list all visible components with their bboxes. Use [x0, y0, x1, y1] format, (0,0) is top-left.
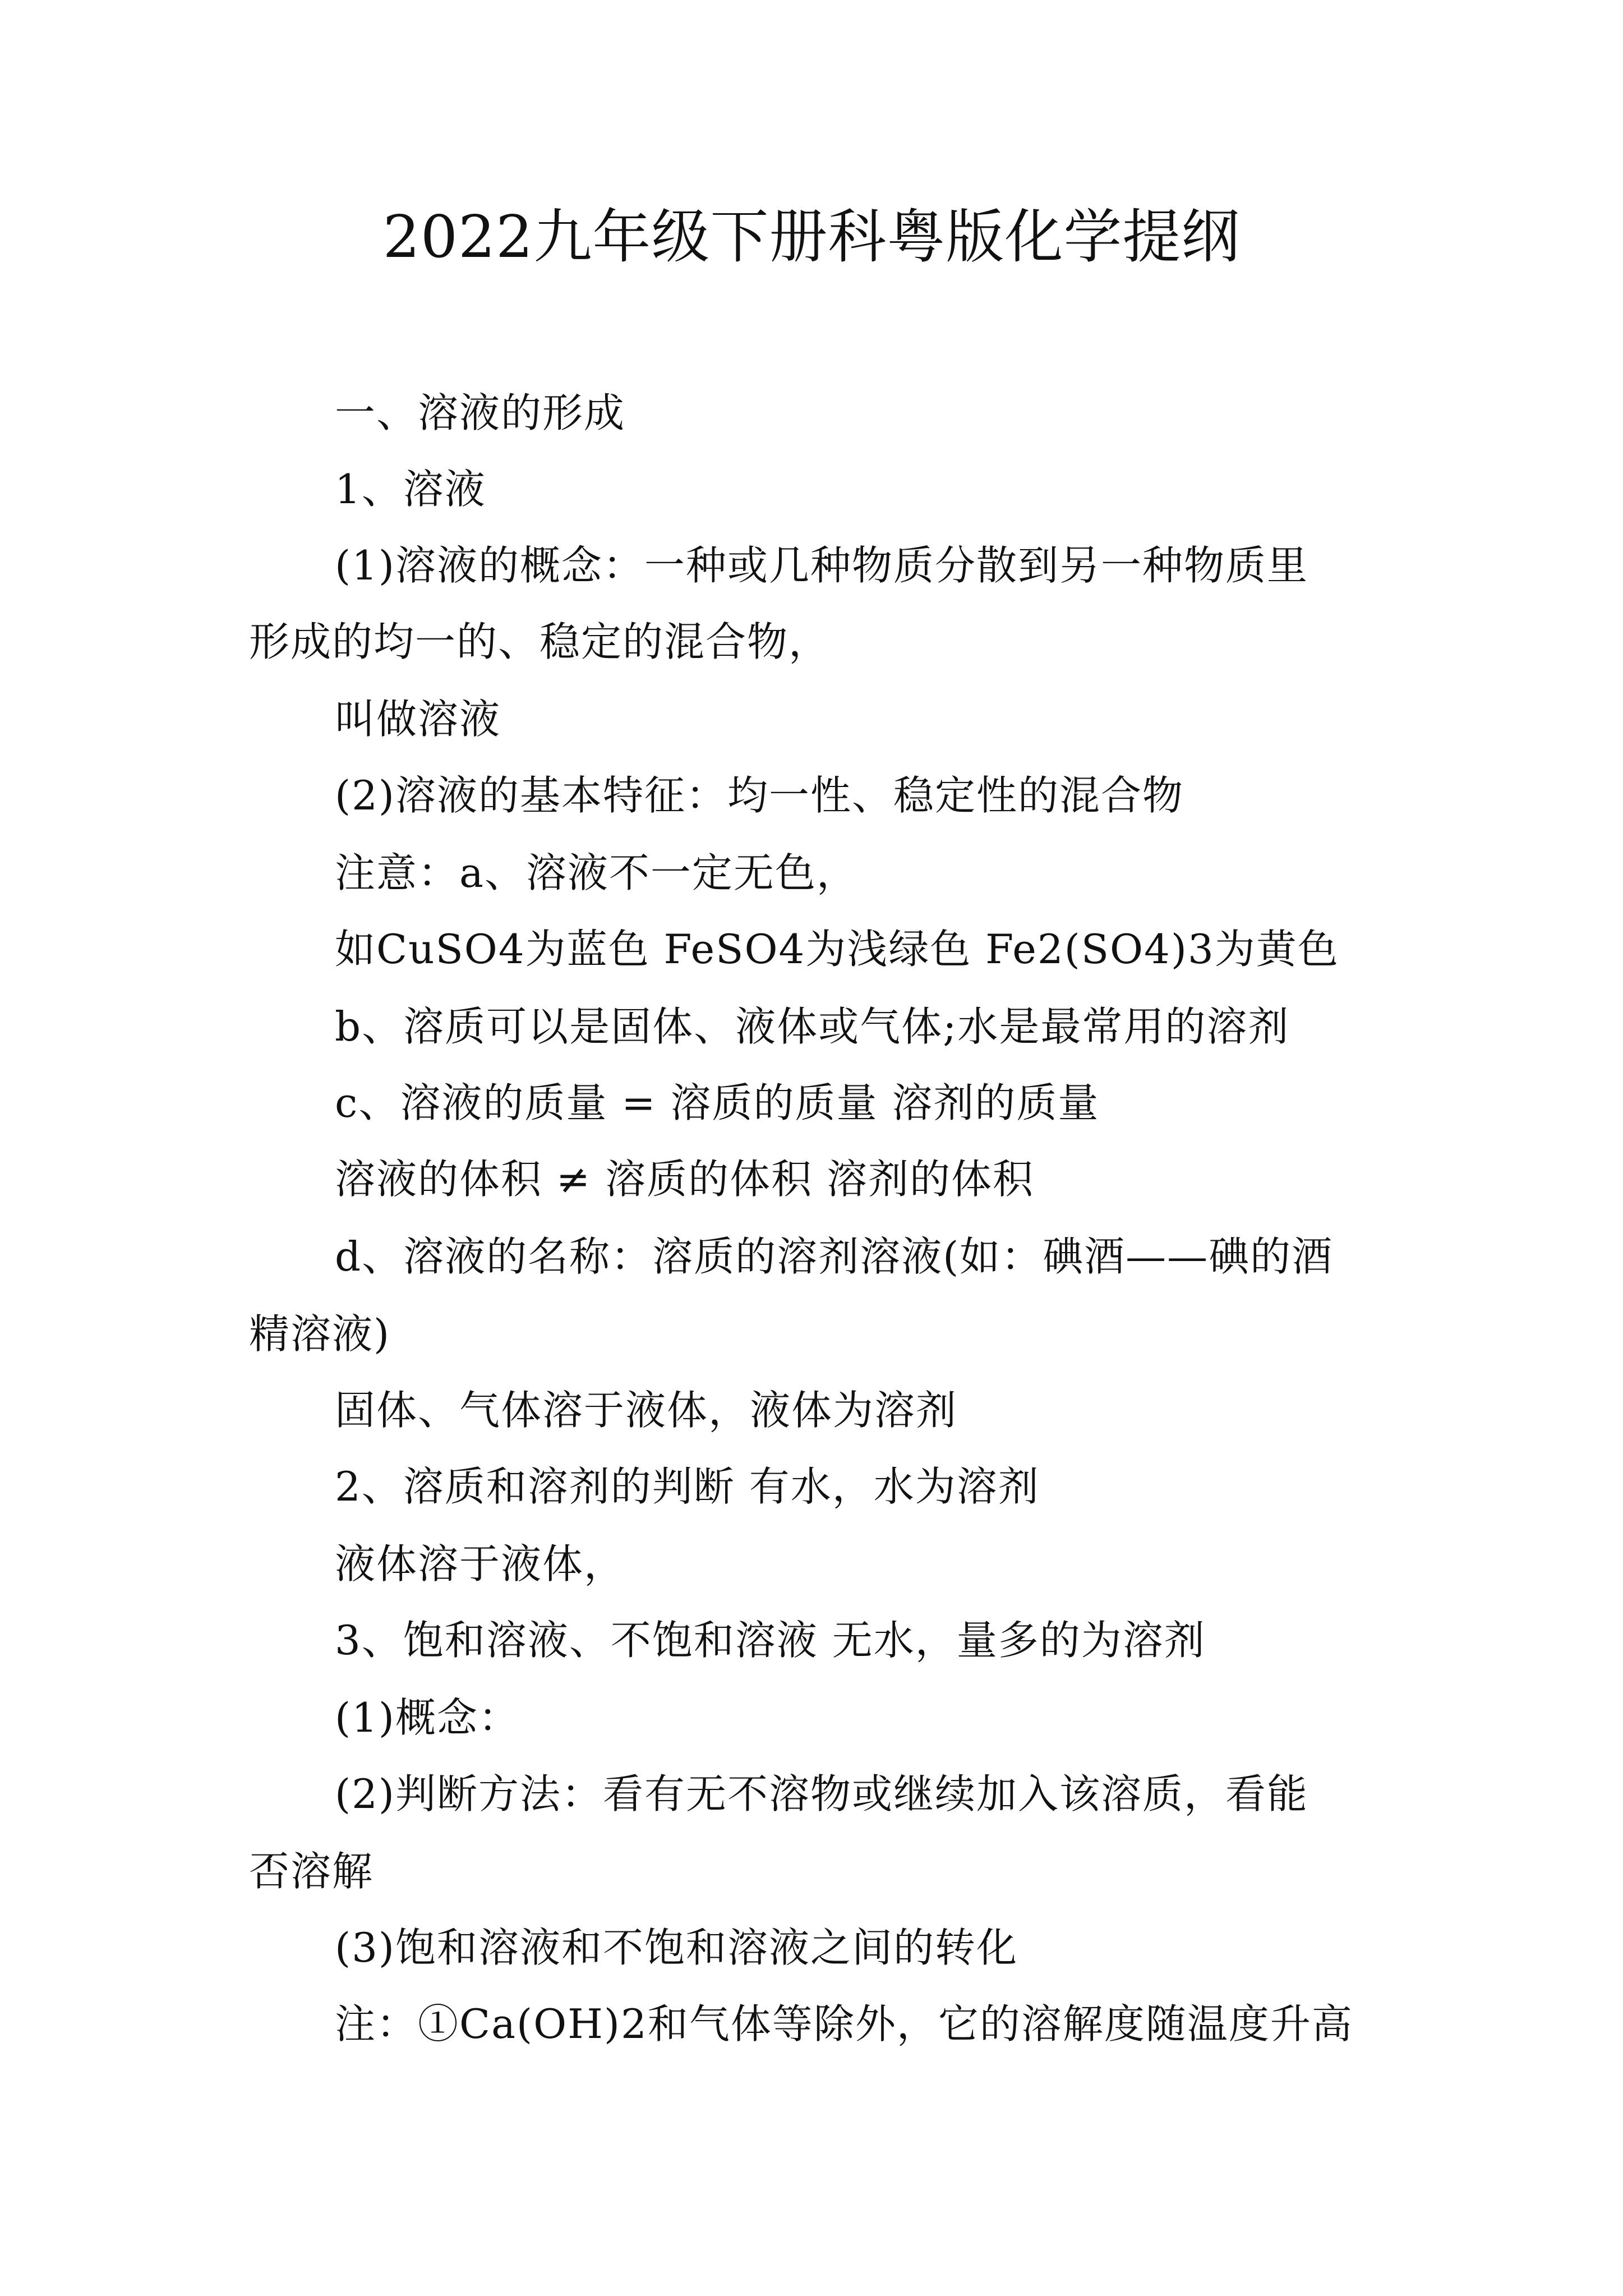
text-line: (2)判断方法：看有无不溶物或继续加入该溶质，看能	[335, 1770, 1308, 1818]
text-line: 一、溶液的形成	[335, 389, 626, 436]
text-line: 液体溶于液体，	[335, 1540, 626, 1588]
text-line: 3、饱和溶液、不饱和溶液 无水，量多的为溶剂	[335, 1617, 1206, 1664]
text-line: 形成的均一的、稳定的混合物，	[249, 618, 831, 665]
text-line: d、溶液的名称：溶质的溶剂溶液(如：碘酒——碘的酒	[335, 1233, 1334, 1280]
text-line: 叫做溶液	[335, 696, 501, 743]
text-line: 如CuSO4为蓝色 FeSO4为浅绿色 Fe2(SO4)3为黄色	[335, 926, 1339, 973]
document-title: 2022九年级下册科粤版化学提纲	[382, 203, 1241, 271]
text-line: 注：①Ca(OH)2和气体等除外，它的溶解度随温度升高	[335, 2000, 1353, 2047]
text-line: 2、溶质和溶剂的判断 有水，水为溶剂	[335, 1463, 1040, 1510]
text-line: 注意：a、溶液不一定无色，	[335, 849, 858, 896]
text-line: 溶液的体积 ≠ 溶质的体积 溶剂的体积	[335, 1156, 1034, 1203]
text-line: b、溶质可以是固体、液体或气体;水是最常用的溶剂	[335, 1003, 1290, 1050]
text-line: (1)概念：	[335, 1694, 520, 1741]
text-line: c、溶液的质量 = 溶质的质量 溶剂的质量	[335, 1079, 1100, 1126]
text-line: 1、溶液	[335, 466, 486, 513]
text-line: 精溶液)	[249, 1310, 391, 1358]
text-line: (3)饱和溶液和不饱和溶液之间的转化	[335, 1924, 1018, 1971]
text-line: (2)溶液的基本特征：均一性、稳定性的混合物	[335, 772, 1184, 819]
text-line: (1)溶液的概念：一种或几种物质分散到另一种物质里	[335, 542, 1308, 589]
text-line: 固体、气体溶于液体，液体为溶剂	[335, 1387, 958, 1434]
text-line: 否溶解	[249, 1848, 374, 1895]
